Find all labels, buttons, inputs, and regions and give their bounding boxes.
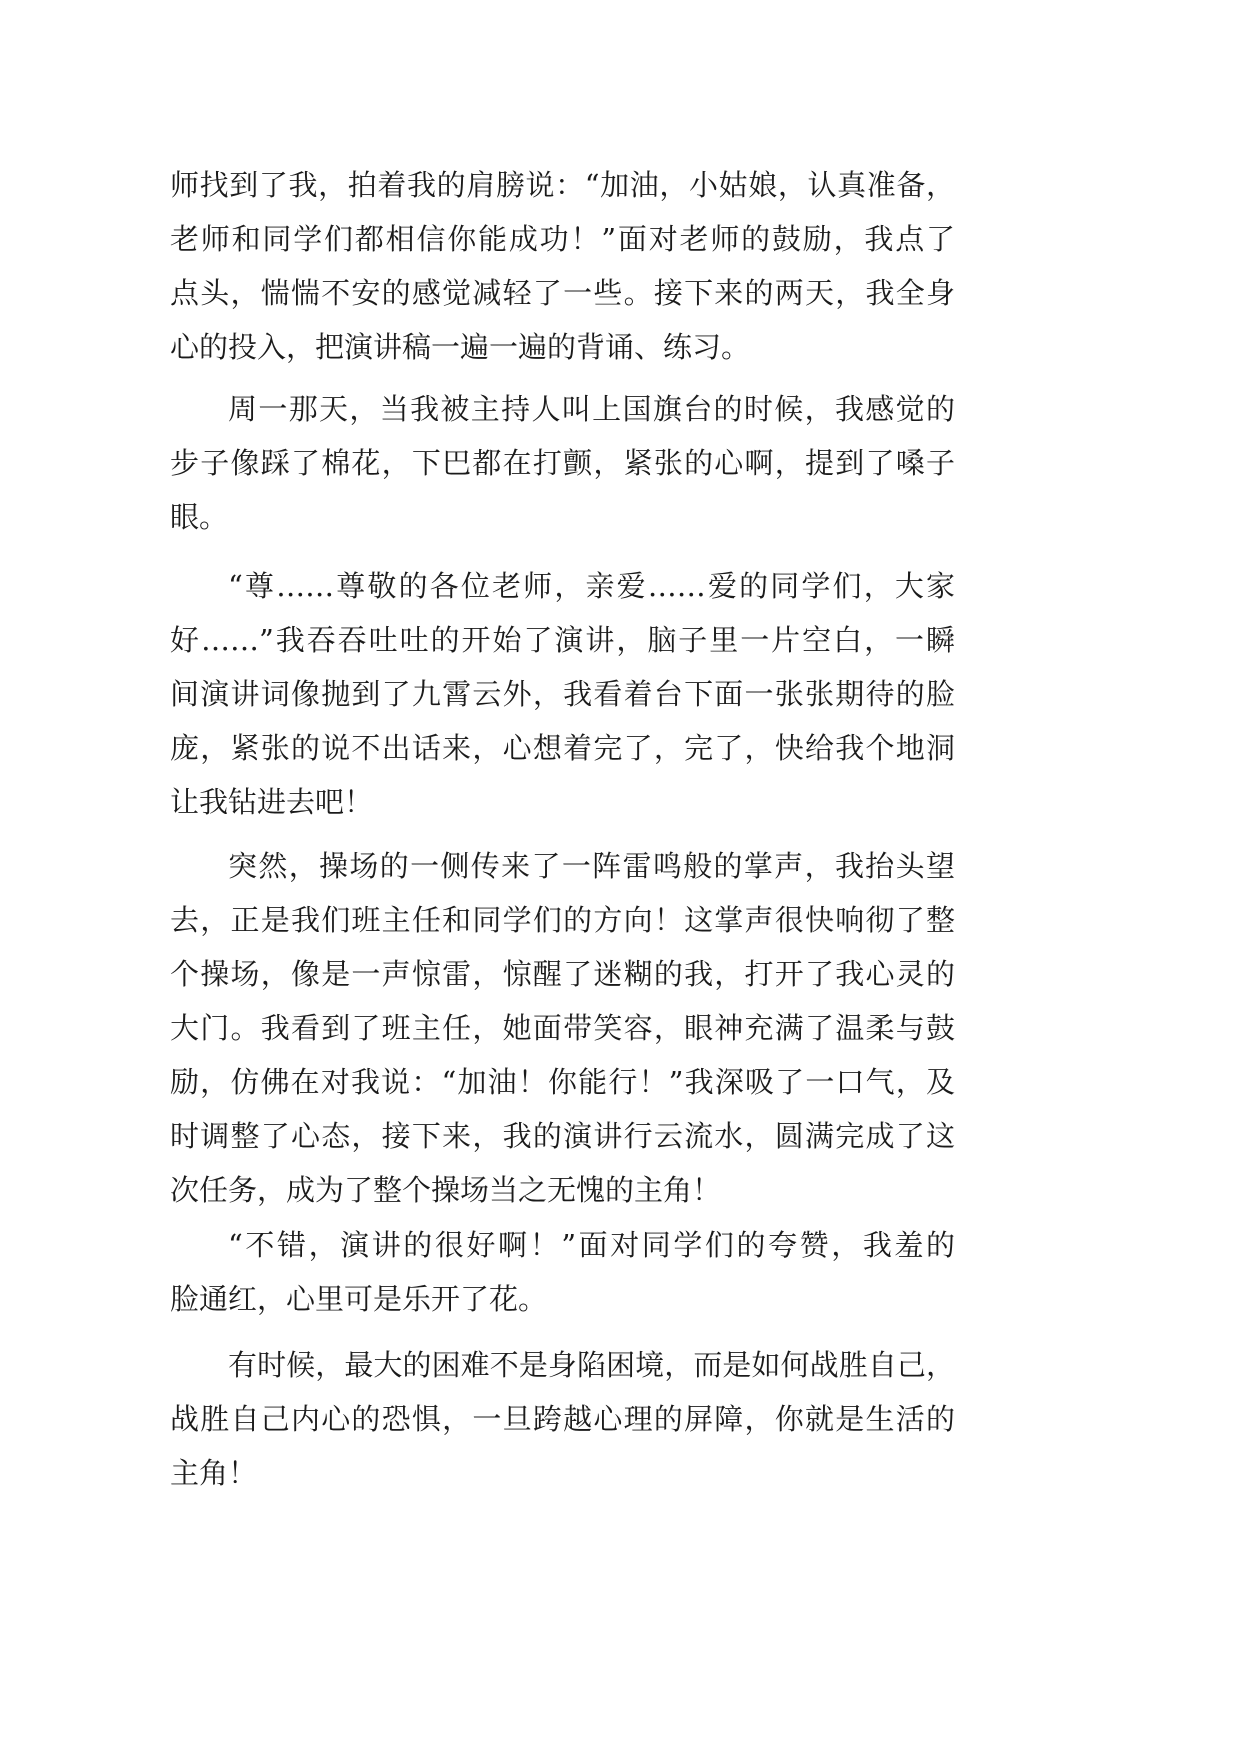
text-line: 间演讲词像抛到了九霄云外，我看着台下面一张张期待的脸 [170,677,955,711]
text-line: 师找到了我，拍着我的肩膀说：“加油，小姑娘，认真准备， [170,168,955,202]
text-line: 主角！ [170,1456,258,1490]
text-line: 眼。 [170,500,229,534]
text-line: 庞，紧张的说不出话来，心想着完了，完了，快给我个地洞 [170,731,955,765]
text-line: 周一那天，当我被主持人叫上国旗台的时候，我感觉的 [228,392,955,426]
text-line: 时调整了心态，接下来，我的演讲行云流水，圆满完成了这 [170,1119,955,1153]
document-body [170,158,955,1500]
text-line: 去，正是我们班主任和同学们的方向！这掌声很快响彻了整 [170,903,955,937]
text-line: 心的投入，把演讲稿一遍一遍的背诵、练习。 [170,330,751,364]
text-line: 让我钻进去吧！ [170,785,374,819]
paragraph [170,158,955,374]
text-line: 脸通红，心里可是乐开了花。 [170,1282,548,1316]
text-line: 好……”我吞吞吐吐的开始了演讲，脑子里一片空白，一瞬 [170,623,955,657]
text-line: 老师和同学们都相信你能成功！”面对老师的鼓励，我点了 [170,222,955,256]
paragraph [170,839,955,1217]
paragraph [170,1338,955,1500]
text-line: “尊……尊敬的各位老师，亲爱……爱的同学们，大家 [228,569,955,603]
text-line: 次任务，成为了整个操场当之无愧的主角！ [170,1173,722,1207]
paragraph [170,1218,955,1326]
text-line: 步子像踩了棉花，下巴都在打颤，紧张的心啊，提到了嗓子 [170,446,955,480]
text-line: “不错，演讲的很好啊！”面对同学们的夸赞，我羞的 [228,1228,955,1262]
text-line: 战胜自己内心的恐惧，一旦跨越心理的屏障，你就是生活的 [170,1402,955,1436]
text-line: 点头，惴惴不安的感觉减轻了一些。接下来的两天，我全身 [170,276,955,310]
paragraph [170,382,955,544]
text-line: 励，仿佛在对我说：“加油！你能行！”我深吸了一口气，及 [170,1065,955,1099]
text-line: 个操场，像是一声惊雷，惊醒了迷糊的我，打开了我心灵的 [170,957,955,991]
text-line: 有时候，最大的困难不是身陷困境，而是如何战胜自己， [228,1348,955,1382]
text-line: 大门。我看到了班主任，她面带笑容，眼神充满了温柔与鼓 [170,1011,955,1045]
text-line: 突然，操场的一侧传来了一阵雷鸣般的掌声，我抬头望 [228,849,955,883]
paragraph [170,559,955,829]
